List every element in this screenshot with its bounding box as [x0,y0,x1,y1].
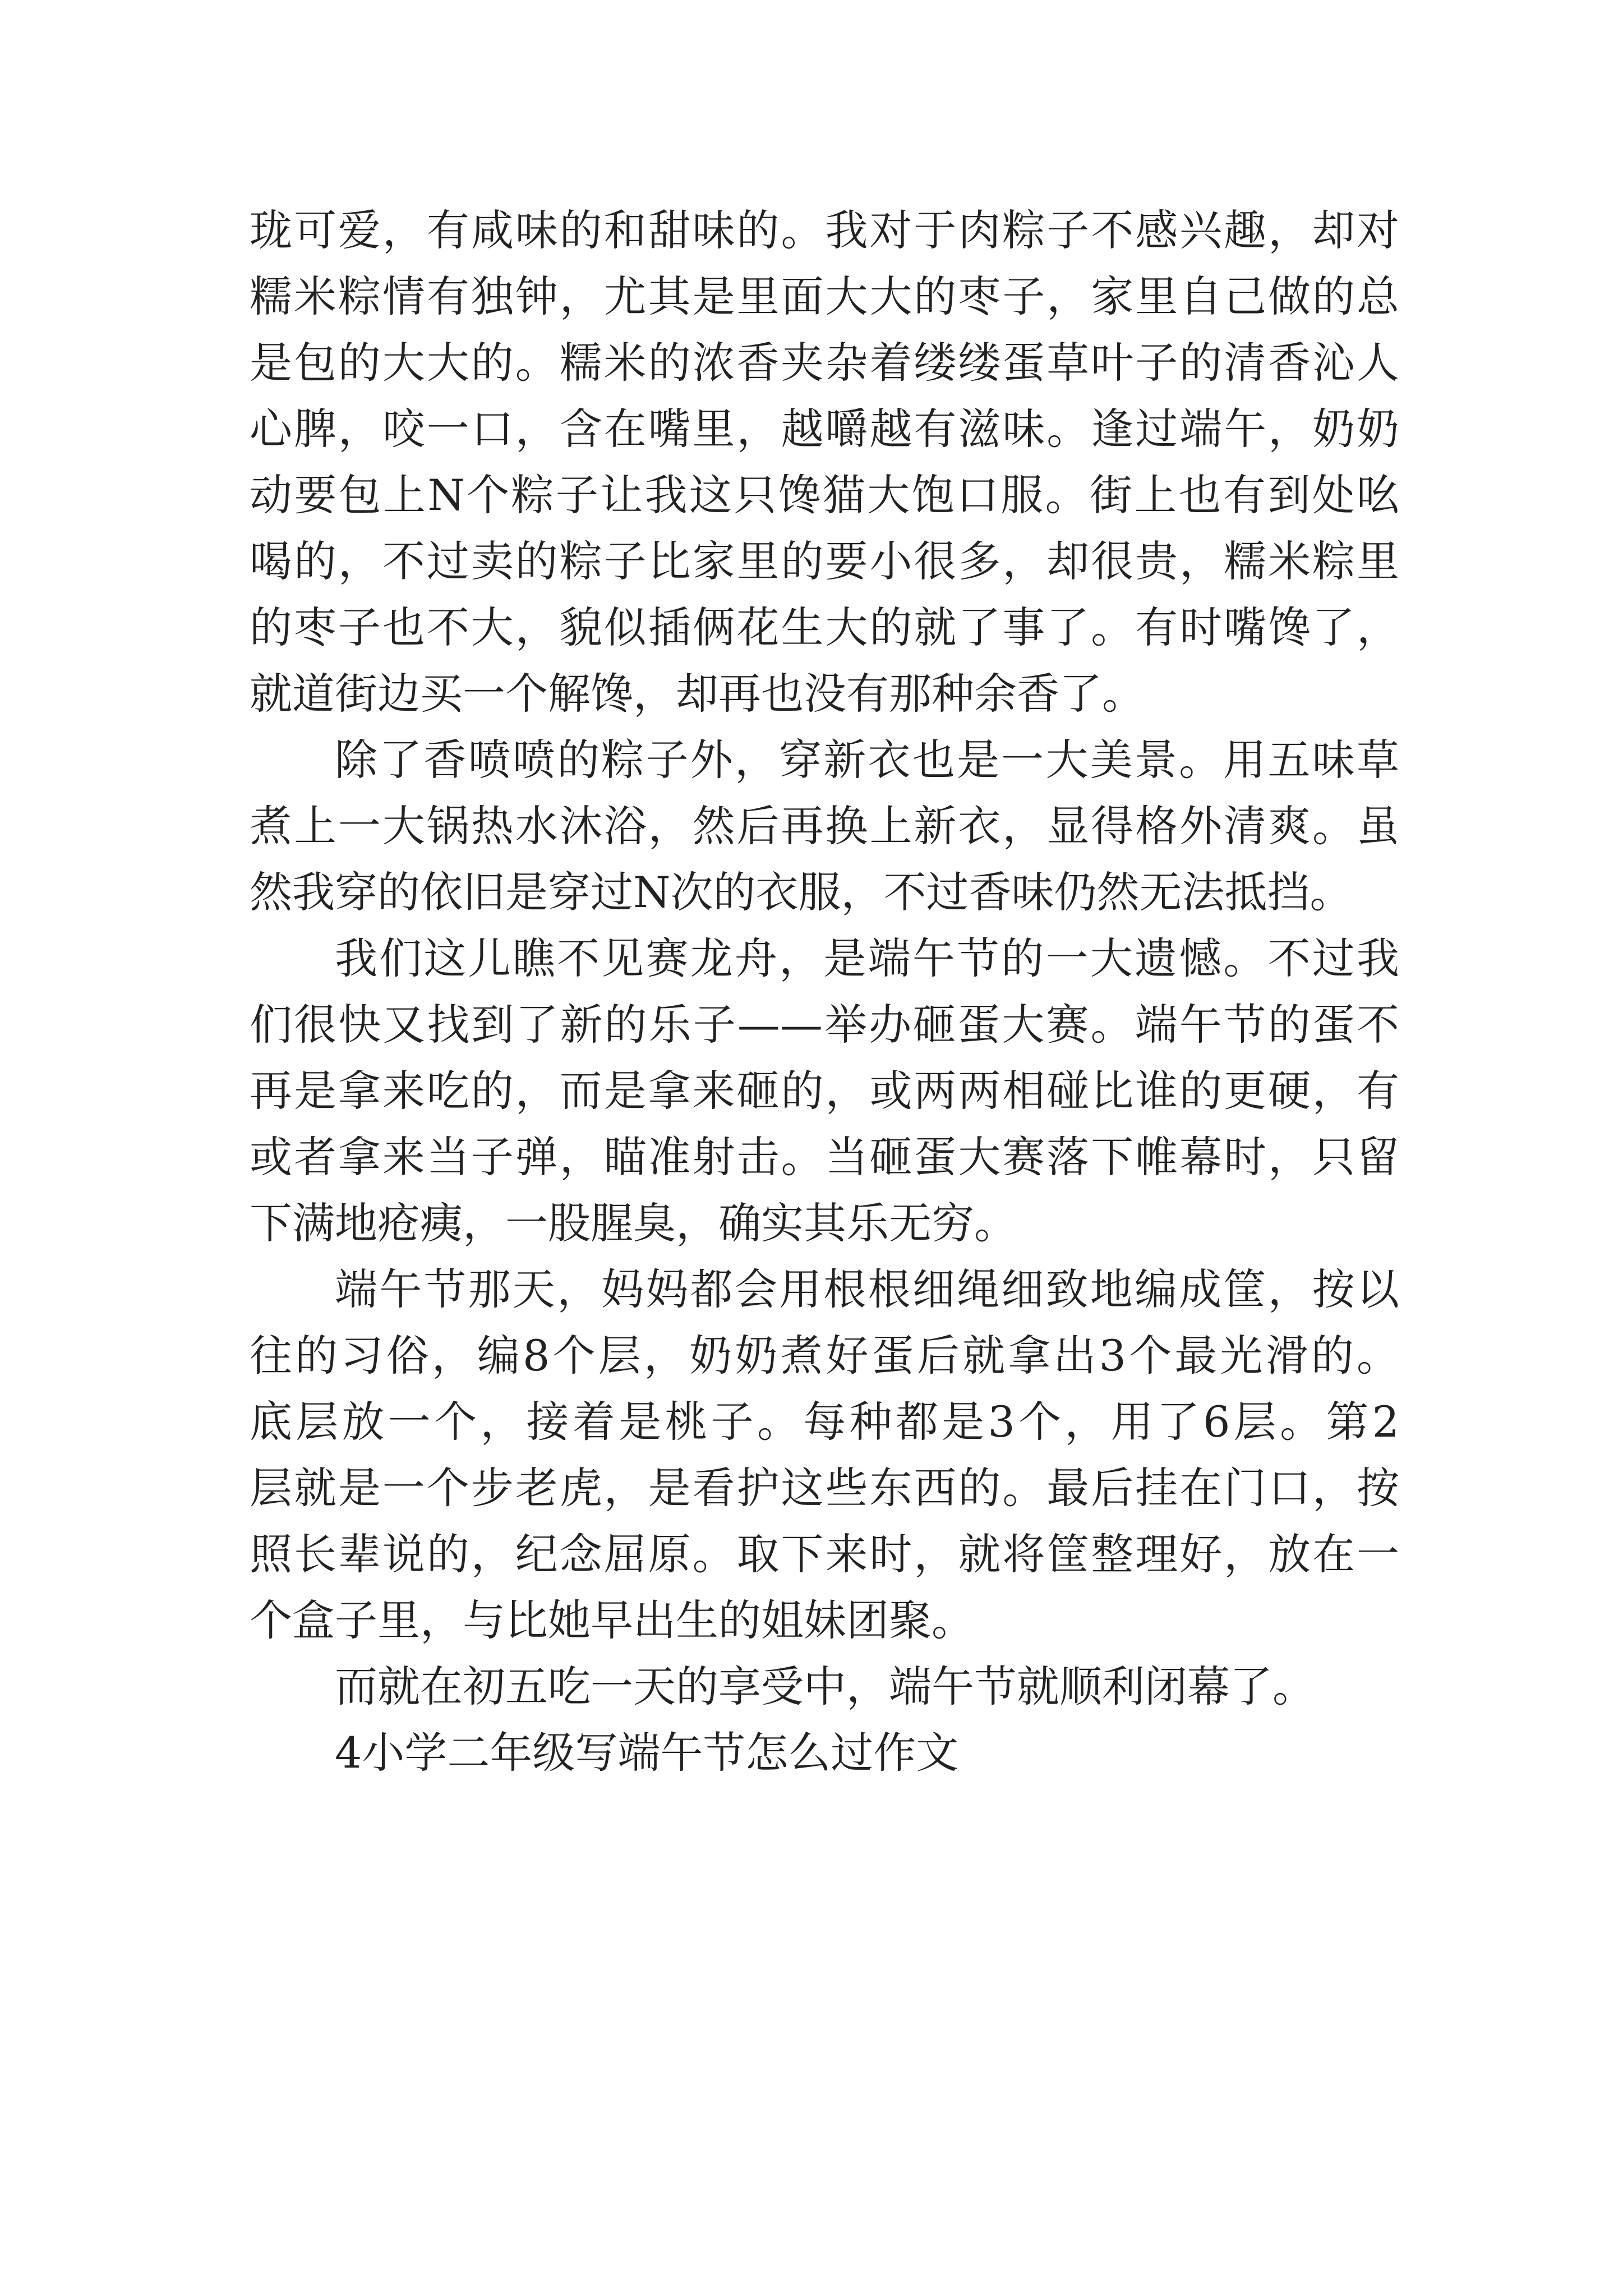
paragraph [250,197,1399,727]
text-line: 珑可爱，有咸味的和甜味的。我对于肉粽子不感兴趣，却对 [250,205,1399,255]
text-line: 动要包上N个粽子让我这只馋猫大饱口服。街上也有到处吆 [250,470,1399,520]
text-line: 然我穿的依旧是穿过N次的衣服，不过香味仍然无法抵挡。 [250,867,1353,917]
text-line: 底层放一个，接着是桃子。每种都是3个，用了6层。第2 [250,1397,1399,1447]
text-line: 除了香喷喷的粽子外，穿新衣也是一大美景。用五味草 [335,735,1399,785]
text-line: 端午节那天，妈妈都会用根根细绳细致地编成筐，按以 [335,1264,1399,1314]
text-line: 煮上一大锅热水沐浴，然后再换上新衣，显得格外清爽。虽 [250,801,1399,851]
text-line: 我们这儿瞧不见赛龙舟，是端午节的一大遗憾。不过我 [335,933,1399,983]
text-line: 或者拿来当子弹，瞄准射击。当砸蛋大赛落下帷幕时，只留 [250,1132,1399,1182]
text-line: 下满地疮痍，一股腥臭，确实其乐无穷。 [250,1198,1017,1248]
text-line: 层就是一个步老虎，是看护这些东西的。最后挂在门口，按 [250,1463,1399,1513]
heading-line: 4小学二年级写端午节怎么过作文 [335,1728,959,1778]
text-line: 再是拿来吃的，而是拿来砸的，或两两相碰比谁的更硬，有 [250,1066,1399,1116]
text-line: 就道街边买一个解馋，却再也没有那种余香了。 [250,669,1145,719]
text-line: 个盒子里，与比她早出生的姐妹团聚。 [250,1595,974,1645]
document-body [250,197,1399,1786]
text-line: 往的习俗，编8个层，奶奶煮好蛋后就拿出3个最光滑的。 [250,1331,1399,1381]
text-line: 们很快又找到了新的乐子——举办砸蛋大赛。端午节的蛋不 [250,1000,1399,1050]
section-heading [250,1720,1399,1786]
paragraph [250,1654,1399,1720]
paragraph [250,926,1399,1257]
text-line: 而就在初五吃一天的享受中，端午节就顺利闭幕了。 [335,1662,1315,1711]
paragraph [250,727,1399,926]
text-line: 喝的，不过卖的粽子比家里的要小很多，却很贵，糯米粽里 [250,536,1399,586]
text-line: 照长辈说的，纪念屈原。取下来时，就将筐整理好，放在一 [250,1529,1399,1579]
text-line: 的枣子也不大，貌似插俩花生大的就了事了。有时嘴馋了， [250,602,1399,652]
text-line: 心脾，咬一口，含在嘴里，越嚼越有滋味。逢过端午，奶奶 [250,404,1399,454]
text-line: 糯米粽情有独钟，尤其是里面大大的枣子，家里自己做的总 [250,272,1399,321]
text-line: 是包的大大的。糯米的浓香夹杂着缕缕蛋草叶子的清香沁人 [250,338,1399,388]
paragraph [250,1257,1399,1654]
